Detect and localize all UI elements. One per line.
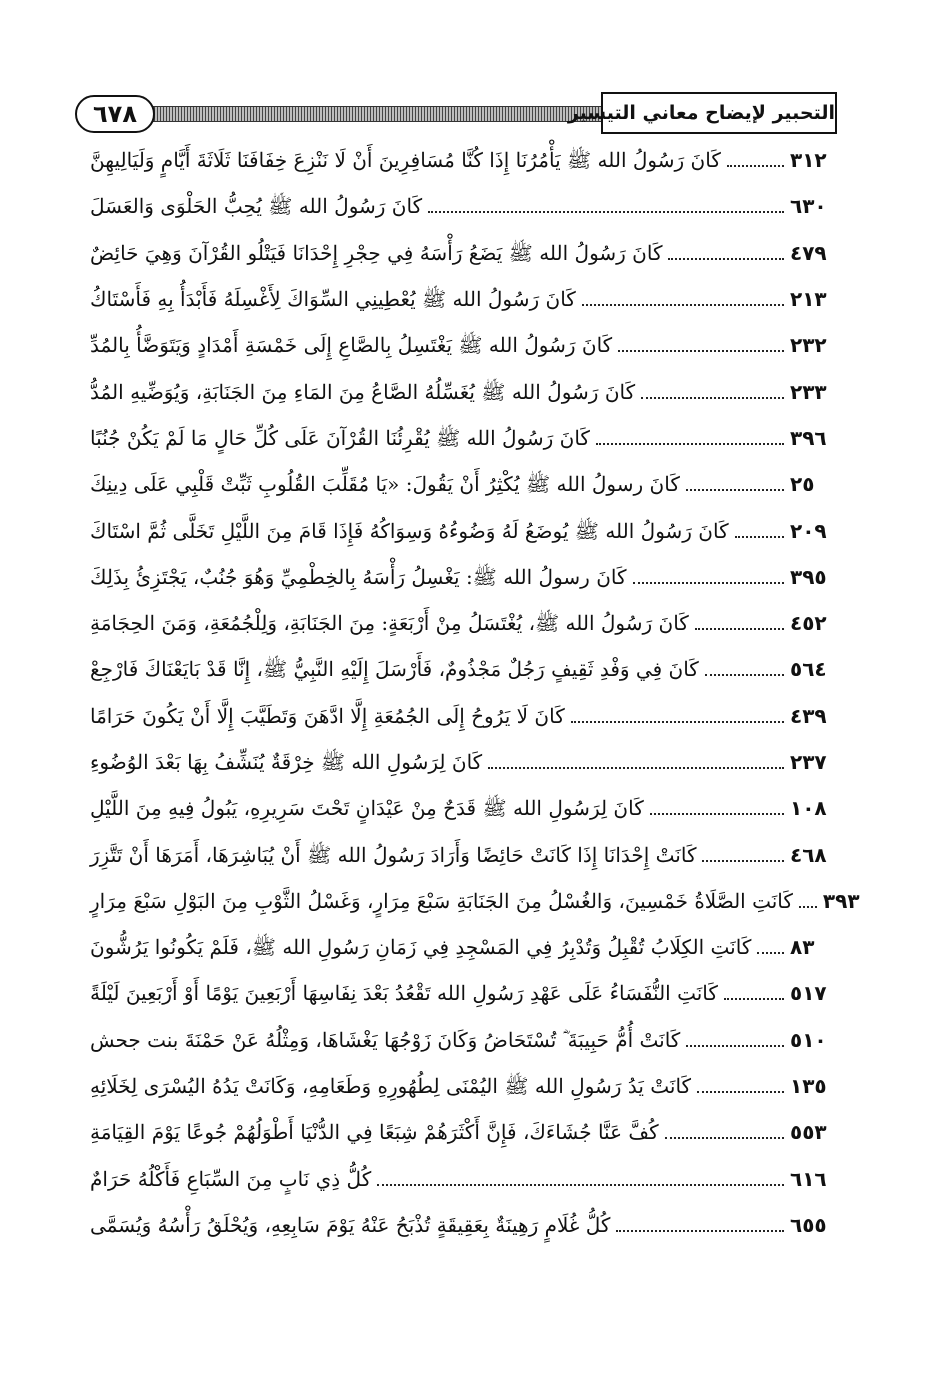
book-title: التحبير لإيضاح معاني التيسير [601,92,837,134]
index-entry [90,554,838,600]
dot-leader [488,767,784,769]
entry-text: كَانَ رَسُولُ الله ﷺ يُغَسِّلُهُ الصَّاعُ مِنَ المَاءِ مِنَ الجَنَابَةِ، وَيُوَضِّيهِ المُدُّ [90,379,636,404]
entry-text: كُفَّ عَنَّا جُشَاءَكَ، فَإِنَّ أَكْثَرَهُمْ شِبَعًا فِي الدُّنْيَا أَطْوَلُهُمْ جُوعًا يَوْمَ القِيَامَةِ [90,1120,659,1145]
index-entry [90,693,838,739]
dot-leader [582,304,784,306]
dot-leader [428,211,784,213]
index-entry [90,646,838,692]
entry-text: كَانَتْ أُمُّ حَبِيبَةَ ؓ تُسْتَحَاضُ وَكَانَ زَوْجُهَا يَغْشَاهَا، وَمِثْلُهُ عَنْ حَمْنَةَ بنت جحش [90,1027,681,1052]
dot-leader [633,582,785,584]
entry-page-number: ٢٣٧ [790,750,827,774]
index-entry [90,322,838,368]
entry-text: كَانَتِ الكِلَابُ تُقْبِلُ وَتُدْبِرُ فِي المَسْجِدِ فِي زَمَانِ رَسُولِ الله ﷺ، فَلَمْ يَكُونُوا يَرُشُّونَ [90,935,752,960]
dot-leader [665,1137,784,1139]
entry-text: كَانَ رَسُولُ الله ﷺ يَضَعُ رَأْسَهُ فِي حِجْرِ إِحْدَانَا فَيَتْلُو القُرْآنَ وَهِيَ حَائِضٌ [90,240,663,265]
entry-text: كَانَ رَسُولُ الله ﷺ يُحِبُّ الحَلْوَى وَالعَسَلَ [90,194,423,219]
entry-page-number: ٢٣٣ [790,379,827,404]
index-entry [90,415,838,461]
dot-leader [705,674,784,676]
entry-text: كُلُّ غُلَامٍ رَهِينَةٌ بِعَقِيقَةٍ تُذْبَحُ عَنْهُ يَوْمَ سَابِعِهِ، وَيُحْلَقُ رَأْسُهُ وَيُسَمَّى [90,1212,611,1237]
index-entry [90,1063,838,1109]
index-entry [90,831,838,877]
entry-page-number: ٣٩٥ [790,564,827,589]
entry-text: كَانَتِ النُّفَسَاءُ عَلَى عَهْدِ رَسُولِ الله تَقْعُدُ بَعْدَ نِفَاسِهَا أَرْبَعِينَ يَوْمًا أَوْ أَرْبَعِينَ لَيْلَةً [90,981,718,1006]
entry-text: كَانَ رَسُولُ الله ﷺ يَأْمُرُنَا إِذَا كُنَّا مُسَافِرِينَ أَنْ لَا نَنْزِعَ خِفَافَنَا ثَلَاثَةَ أَيَّامٍ وَلَيَالِيهِنَّ [90,148,721,173]
index-entry [90,137,838,183]
index-entry [90,1017,838,1063]
dot-leader [650,813,784,815]
entry-page-number: ٤٦٨ [790,842,827,867]
dot-leader [686,489,784,491]
hadith-index-list [90,137,860,1248]
entry-page-number: ٤٥٢ [790,611,827,636]
entry-text: كَانَتْ إِحْدَانَا إِذَا كَانَتْ حَائِضًا وَأَرَادَ رَسُولُ الله ﷺ أَنْ يُبَاشِرَهَا، أَمَرَهَا أَنْ تَتَّزِرَ [90,842,697,867]
entry-text: كَانَ فِي وَفْدِ ثَقِيفٍ رَجُلٌ مَجْذُومٌ، فَأَرْسَلَ إِلَيْهِ النَّبِيُّ ﷺ، إِنَّا قَدْ بَايَعْنَاكَ فَارْجِعْ [90,657,699,682]
entry-text: كَانَ لِرَسُولِ الله ﷺ خِرْقَةٌ يُنَشِّفُ بِهَا بَعْدَ الوُضُوءِ [90,750,483,774]
entry-page-number: ٣٩٣ [822,888,860,913]
entry-page-number: ٥١٧ [790,981,827,1006]
index-entry [90,739,838,785]
entry-text: كَانَ رَسُولُ الله ﷺ، يُغْتَسَلُ مِنْ أَرْبَعَةٍ: مِنَ الجَنَابَةِ، وَلِلْجُمُعَةِ، وَمَنَ الحِجَامَةِ [90,611,689,636]
entry-page-number: ٢٥ [790,472,815,497]
entry-text: كَانَتِ الصَّلَاةُ خَمْسِينَ، وَالغُسْلُ مِنَ الجَنَابَةِ سَبْعَ مِرَارٍ، وَغَسْلُ الثَّوْبِ مِنَ البَوْلِ سَبْعَ مِرَارٍ [90,888,793,913]
entry-text: كَانَ لِرَسُولِ الله ﷺ قَدَحٌ مِنْ عَيْدَانٍ تَحْتَ سَرِيرِهِ، يَبُولُ فِيهِ مِنَ اللَّيْلِ [90,796,644,821]
dot-leader [668,258,784,260]
dot-leader [641,397,784,399]
entry-page-number: ٦٣٠ [790,194,827,219]
page-number: ٦٧٨ [75,95,155,133]
dot-leader [616,1230,784,1232]
dot-leader [571,721,784,723]
entry-page-number: ١٠٨ [790,796,827,821]
entry-text: كُلُّ ذِي نَابٍ مِنَ السِّبَاعِ فَأَكْلُهُ حَرَامٌ [90,1166,372,1191]
index-entry [90,183,838,229]
dot-leader [596,443,784,445]
entry-page-number: ٣١٢ [790,148,827,173]
index-entry [90,276,838,322]
entry-text: كَانَ رسولُ الله ﷺ: يَغْسِلُ رَأْسَهُ بِالخِطْمِيِّ وَهُوَ جُنُبٌ، يَجْتَزِئُ بِذَلِكَ [90,564,627,589]
entry-page-number: ٥٦٤ [790,657,827,682]
entry-page-number: ٤٣٩ [790,703,827,728]
entry-text: كَانَتْ يَدُ رَسُولِ الله ﷺ اليُمْنَى لِطُهُورِهِ وَطَعَامِهِ، وَكَانَتْ يَدُهُ اليُسْرَى لِخَلَائِهِ [90,1074,692,1099]
dot-leader [618,350,784,352]
dot-leader [735,536,784,538]
dot-leader [727,165,784,167]
entry-page-number: ٦١٦ [790,1166,827,1191]
entry-page-number: ٦٥٥ [790,1212,827,1237]
dot-leader [695,628,784,630]
entry-page-number: ٤٧٩ [790,240,827,265]
index-entry [90,230,838,276]
entry-page-number: ٢١٣ [790,287,827,312]
entry-text: كَانَ لَا يَرُوحُ إِلَى الجُمُعَةِ إِلَّا ادَّهَنَ وَتَطَيَّبَ إِلَّا أَنْ يَكُونَ حَرَامًا [90,703,565,728]
dot-leader [724,998,784,1000]
index-entry [90,1109,838,1155]
entry-text: كَانَ رسولُ الله ﷺ يُكْثِرُ أَنْ يَقُولَ: «يَا مُقَلِّبَ القُلُوبِ ثَبِّتْ قَلْبِي عَلَى دِينِكَ [90,472,680,497]
index-entry [90,924,838,970]
page-header [75,92,837,138]
entry-page-number: ٥١٠ [790,1027,827,1052]
index-entry [90,600,838,646]
entry-page-number: ١٣٥ [790,1074,827,1099]
index-entry [90,507,838,553]
entry-text: كَانَ رَسُولُ الله ﷺ يُعْطِينِي السِّوَاكَ لِأَغْسِلَهُ فَأَبْدَأُ بِهِ فَأَسْتَاكُ [90,287,576,312]
dot-leader [799,906,817,908]
entry-page-number: ٢٣٢ [790,333,827,358]
entry-page-number: ٣٩٦ [790,425,827,450]
dot-leader [702,860,784,862]
entry-page-number: ٨٣ [790,935,815,960]
entry-text: كَانَ رَسُولُ الله ﷺ يُوضَعُ لَهُ وَضُوءُهُ وَسِوَاكُهُ فَإِذَا قَامَ مِنَ اللَّيْلِ تَخَلَّى ثُمَّ اسْتَاكَ [90,518,729,543]
entry-page-number: ٥٥٣ [790,1120,827,1145]
index-entry [90,878,860,924]
index-entry [90,368,838,414]
dot-leader [757,952,784,954]
index-entry [90,1156,838,1202]
index-entry [90,461,838,507]
entry-page-number: ٢٠٩ [790,518,827,543]
dot-leader [686,1045,784,1047]
dot-leader [377,1184,784,1186]
index-entry [90,970,838,1016]
index-entry [90,1202,838,1248]
entry-text: كَانَ رَسُولُ الله ﷺ يَغْتَسِلُ بِالصَّاعِ إِلَى خَمْسَةِ أَمْدَادٍ وَيَتَوَضَّأُ بِالمُدِّ [90,333,613,358]
dot-leader [697,1091,784,1093]
entry-text: كَانَ رَسُولُ الله ﷺ يُقْرِئُنَا القُرْآنَ عَلَى كُلِّ حَالٍ مَا لَمْ يَكُنْ جُنُبًا [90,425,590,450]
index-entry [90,785,838,831]
